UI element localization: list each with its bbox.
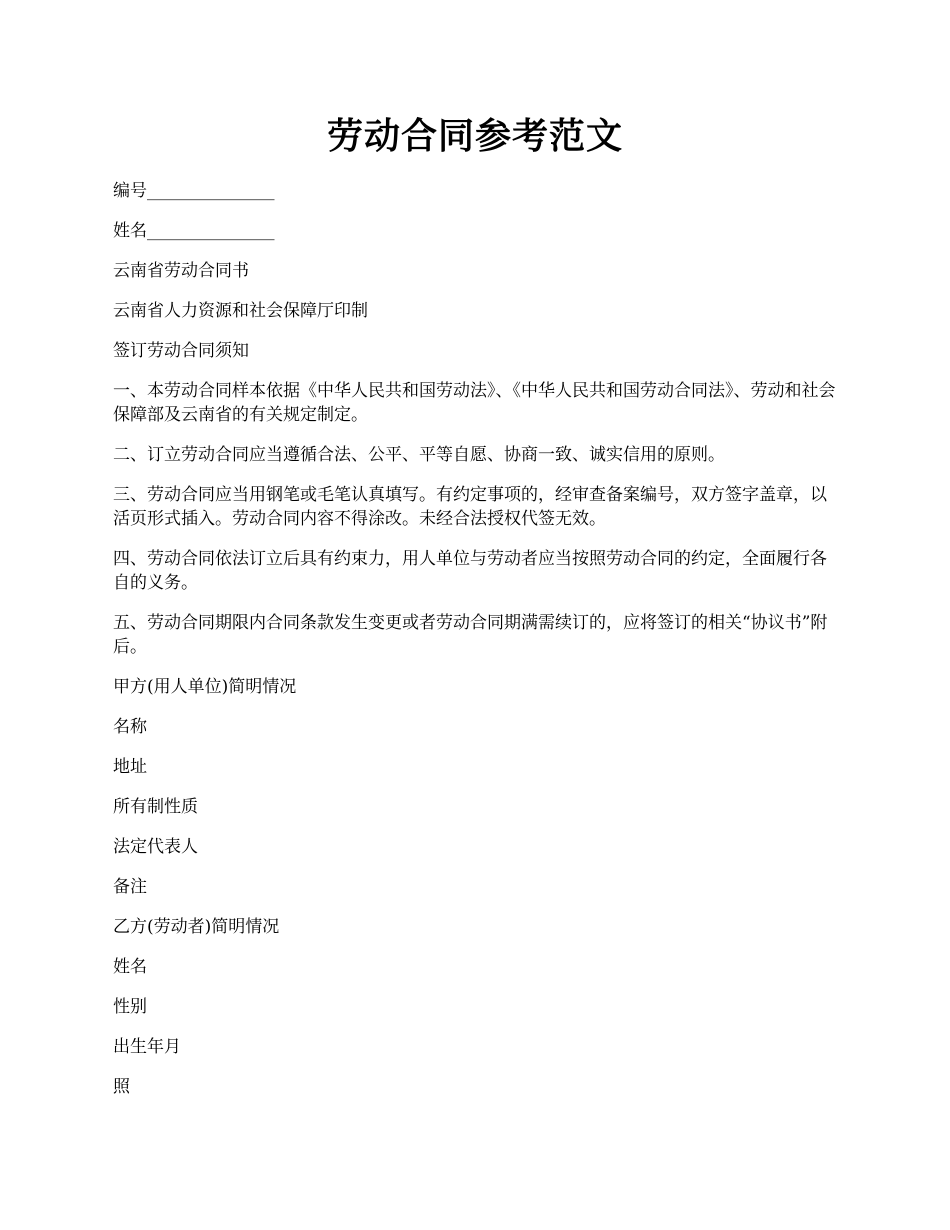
party-b-heading: 乙方(劳动者)简明情况 xyxy=(113,917,280,937)
party-a-ownership-label: 所有制性质 xyxy=(113,797,198,817)
party-a-address-label: 地址 xyxy=(113,757,147,777)
document-title: 劳动合同参考范文 xyxy=(326,115,623,157)
contract-book-title: 云南省劳动合同书 xyxy=(113,261,249,281)
notice-item-3: 三、劳动合同应当用钢笔或毛笔认真填写。有约定事项的，经审查备案编号，双方签字盖章，以活页形式插入。劳动合同内容不得涂改。未经合法授权代签无效。 xyxy=(113,485,827,529)
party-b-birth-label: 出生年月 xyxy=(113,1037,181,1057)
party-a-legal-rep-label: 法定代表人 xyxy=(113,837,198,857)
notice-item-1: 一、本劳动合同样本依据《中华人民共和国劳动法》、《中华人民共和国劳动合同法》、劳动和社会保障部及云南省的有关规定制定。 xyxy=(113,381,836,425)
party-a-name-label: 名称 xyxy=(113,717,147,737)
party-b-photo-label: 照 xyxy=(113,1077,130,1097)
notice-heading: 签订劳动合同须知 xyxy=(113,341,249,361)
notice-item-4: 四、劳动合同依法订立后具有约束力，用人单位与劳动者应当按照劳动合同的约定，全面履行各自的义务。 xyxy=(113,549,827,593)
party-a-heading: 甲方(用人单位)简明情况 xyxy=(113,677,297,697)
party-a-remarks-label: 备注 xyxy=(113,877,147,897)
name-field: 姓名_______________ xyxy=(113,221,275,241)
party-b-name-label: 姓名 xyxy=(113,957,147,977)
notice-item-2: 二、订立劳动合同应当遵循合法、公平、平等自愿、协商一致、诚实信用的原则。 xyxy=(113,445,725,465)
serial-number-field: 编号_______________ xyxy=(113,181,275,201)
issuer-line: 云南省人力资源和社会保障厅印制 xyxy=(113,301,368,321)
document-body xyxy=(113,179,841,1115)
notice-item-5: 五、劳动合同期限内合同条款发生变更或者劳动合同期满需续订的，应将签订的相关“协议书”附后。 xyxy=(113,613,828,657)
party-b-gender-label: 性别 xyxy=(113,997,147,1017)
